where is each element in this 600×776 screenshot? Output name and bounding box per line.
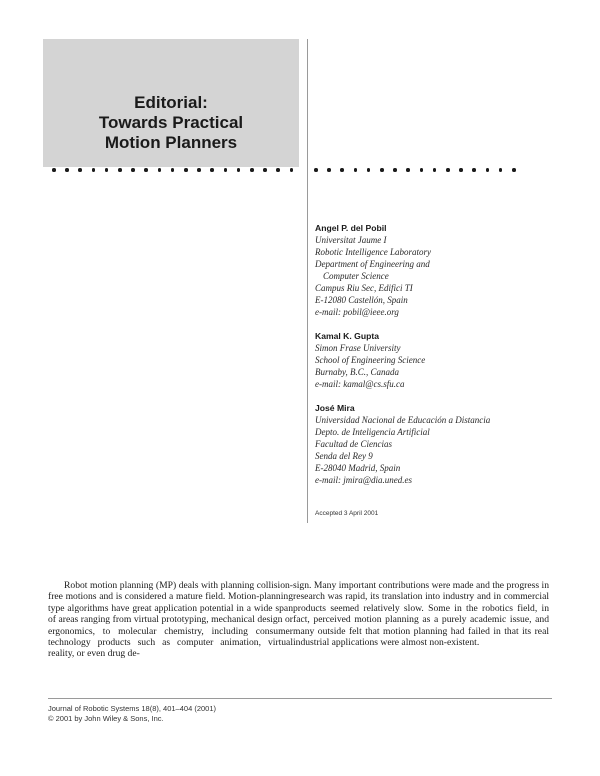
leader-dot — [210, 168, 214, 172]
author-name: Kamal K. Gupta — [315, 331, 379, 341]
leader-dot — [393, 168, 397, 172]
leader-dot — [78, 168, 82, 172]
leader-dot — [314, 168, 318, 172]
author-email: e-mail: kamal@cs.sfu.ca — [315, 379, 405, 389]
affiliation-line: Robotic Intelligence Laboratory — [315, 247, 431, 257]
accepted-date: Accepted 3 April 2001 — [315, 510, 379, 517]
vertical-divider — [307, 39, 308, 523]
article-title — [43, 93, 299, 153]
leader-dot — [499, 168, 503, 172]
author-name: José Mira — [315, 403, 355, 413]
leader-dot — [184, 168, 188, 172]
leader-dot — [250, 168, 254, 172]
footer — [48, 704, 216, 724]
leader-dot — [65, 168, 69, 172]
body-paragraph: Robot motion planning (MP) deals with planning collision-free motions and is considered a mature field. Motion-planning type algorithms have great application potential in a wide span of areas ranging from virtual prototyping, mechanical design or ergonomics, to molecular chemistry, including consumer technology products such as computer animation, virtual reality, or even drug de- — [48, 580, 293, 660]
affiliation-line: School of Engineering Science — [315, 355, 426, 365]
body-column-left — [48, 580, 293, 660]
author-email: e-mail: pobil@ieee.org — [315, 307, 399, 317]
leader-dot — [276, 168, 280, 172]
leader-dot — [263, 168, 267, 172]
leader-dot — [327, 168, 331, 172]
leader-dot — [459, 168, 463, 172]
title-line: Towards Practical — [98, 113, 244, 132]
leader-dot — [512, 168, 516, 172]
leader-dot — [486, 168, 490, 172]
leader-dot — [118, 168, 122, 172]
leader-dot — [420, 168, 424, 172]
affiliation-line: Burnaby, B.C., Canada — [315, 367, 400, 377]
body-paragraph: sign. Many important contributions were made and the progress in research was rapid, its translation into industry and in commercial products seemed relatively slow. Some in the robotics field, in fact, perceived motion planning as a purely academic issue, and many outside felt that motion planning had failed in that its real industrial applications were almost non-existent. — [293, 580, 549, 649]
author-1 — [315, 222, 575, 318]
leader-dot — [52, 168, 56, 172]
leader-dot — [433, 168, 437, 172]
leader-dot — [131, 168, 135, 172]
affiliation-line: Universitat Jaume I — [315, 235, 387, 245]
leader-dot — [367, 168, 371, 172]
leader-dot — [290, 168, 294, 172]
affiliation-line: Campus Riu Sec, Edifici TI — [315, 283, 413, 293]
author-2 — [315, 330, 575, 390]
leader-dot — [237, 168, 241, 172]
footer-divider — [48, 698, 552, 699]
leader-dot — [105, 168, 109, 172]
leader-dot — [197, 168, 201, 172]
leader-dot — [380, 168, 384, 172]
author-block — [315, 222, 575, 498]
affiliation-line: Facultad de Ciencias — [315, 439, 392, 449]
dot-leader-right — [314, 168, 518, 176]
leader-dot — [158, 168, 162, 172]
body-column-right — [293, 580, 549, 648]
leader-dot — [406, 168, 410, 172]
title-line: Editorial: — [134, 93, 208, 112]
author-email: e-mail: jmira@dia.uned.es — [315, 475, 413, 485]
copyright-notice: © 2001 by John Wiley & Sons, Inc. — [48, 714, 164, 723]
title-line: Motion Planners — [104, 133, 238, 152]
affiliation-line: Depto. de Inteligencia Artificial — [315, 427, 430, 437]
affiliation-line: Department of Engineering and — [315, 259, 430, 269]
leader-dot — [340, 168, 344, 172]
affiliation-line: Senda del Rey 9 — [315, 451, 373, 461]
author-name: Angel P. del Pobil — [315, 223, 387, 233]
leader-dot — [144, 168, 148, 172]
journal-citation: Journal of Robotic Systems 18(8), 401–404 (2001) — [48, 704, 217, 713]
leader-dot — [354, 168, 358, 172]
leader-dot — [446, 168, 450, 172]
author-3 — [315, 402, 575, 486]
affiliation-line: E-12080 Castellón, Spain — [315, 295, 408, 305]
leader-dot — [224, 168, 228, 172]
affiliation-line: Computer Science — [323, 271, 389, 281]
affiliation-line: Universidad Nacional de Educación a Distancia — [315, 415, 491, 425]
leader-dot — [92, 168, 96, 172]
leader-dot — [171, 168, 175, 172]
affiliation-line: Simon Frase University — [315, 343, 401, 353]
leader-dot — [472, 168, 476, 172]
affiliation-line: E-28040 Madrid, Spain — [315, 463, 401, 473]
dot-leader-left — [52, 168, 300, 176]
